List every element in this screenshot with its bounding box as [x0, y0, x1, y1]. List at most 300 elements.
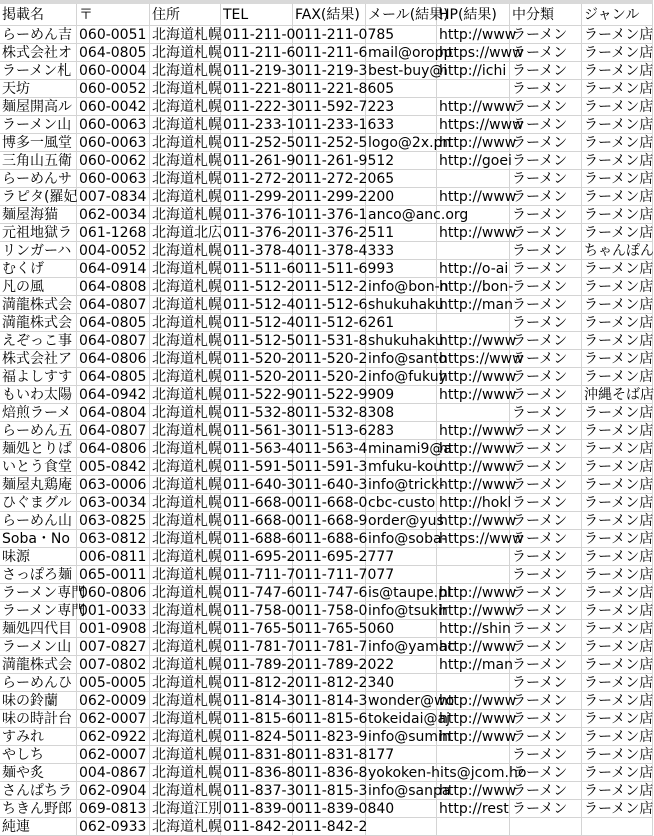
cell-name[interactable]: らーめんひ: [0, 674, 77, 692]
cell-tel[interactable]: 011-511-6: [223, 261, 296, 277]
cell-fax[interactable]: 011-563-4: [295, 441, 368, 457]
cell-tel[interactable]: 011-376-2: [223, 225, 296, 241]
cell-genre[interactable]: ラーメン店: [584, 207, 654, 223]
cell-fax[interactable]: 011-591-3: [295, 459, 368, 475]
cell-postal[interactable]: 064-0807: [77, 332, 150, 350]
cell-fax[interactable]: 011-512-6261: [295, 315, 395, 331]
cell-hp[interactable]: [437, 566, 510, 584]
cell-postal[interactable]: 062-0009: [77, 692, 150, 710]
cell-category[interactable]: ラーメン: [510, 260, 582, 278]
cell-email[interactable]: is@taupe.pl: [368, 585, 451, 601]
cell-address[interactable]: 北海道札幌: [152, 513, 222, 529]
cell-email[interactable]: [366, 26, 437, 44]
cell-email[interactable]: [366, 386, 437, 404]
cell-genre[interactable]: ラーメン店: [584, 81, 654, 97]
cell-address[interactable]: 北海道札幌: [152, 351, 222, 367]
cell-name[interactable]: ラーメン山: [0, 116, 77, 134]
cell-category[interactable]: ラーメン: [510, 116, 582, 134]
cell-fax[interactable]: 011-814-3: [295, 693, 368, 709]
cell-hp[interactable]: http://rest: [439, 801, 509, 817]
cell-address[interactable]: 北海道札幌: [152, 81, 222, 97]
cell-email[interactable]: [366, 170, 437, 188]
cell-tel[interactable]: 011-211-6: [223, 45, 296, 61]
cell-category[interactable]: ラーメン: [510, 440, 582, 458]
cell-hp[interactable]: http://www: [439, 603, 517, 619]
cell-address[interactable]: 北海道札幌: [152, 729, 222, 745]
cell-postal[interactable]: 061-1268: [77, 224, 150, 242]
cell-postal[interactable]: 063-0812: [77, 530, 150, 548]
cell-email[interactable]: info@bon-n: [368, 279, 449, 295]
cell-category[interactable]: ラーメン: [510, 368, 582, 386]
cell-fax[interactable]: 011-765-5060: [295, 621, 395, 637]
cell-email[interactable]: info@santo: [368, 351, 448, 367]
cell-fax[interactable]: 011-299-2200: [295, 189, 395, 205]
cell-genre[interactable]: ラーメン店: [584, 477, 654, 493]
cell-fax[interactable]: 011-376-2511: [295, 225, 395, 241]
cell-tel[interactable]: 011-824-5: [223, 729, 296, 745]
cell-postal[interactable]: 064-0805: [77, 368, 150, 386]
cell-genre[interactable]: ラーメン店: [584, 297, 654, 313]
cell-tel[interactable]: 011-842-2: [223, 819, 296, 835]
cell-category[interactable]: ラーメン: [510, 530, 582, 548]
cell-category[interactable]: ラーメン: [510, 296, 582, 314]
header-cell-postal[interactable]: 〒: [77, 4, 150, 26]
cell-genre[interactable]: ラーメン店: [584, 711, 654, 727]
cell-tel[interactable]: 011-688-6: [223, 531, 296, 547]
cell-fax[interactable]: 011-815-6: [295, 711, 368, 727]
cell-genre[interactable]: ラーメン店: [584, 45, 654, 61]
cell-genre[interactable]: ラーメン店: [584, 621, 654, 637]
cell-name[interactable]: Soba・No: [0, 530, 77, 548]
cell-address[interactable]: 北海道札幌: [152, 333, 222, 349]
cell-address[interactable]: 北海道札幌: [152, 369, 222, 385]
cell-address[interactable]: 北海道札幌: [152, 657, 222, 673]
cell-postal[interactable]: 004-0867: [77, 764, 150, 782]
cell-genre[interactable]: [582, 818, 653, 836]
cell-postal[interactable]: 062-0933: [77, 818, 150, 836]
cell-category[interactable]: ラーメン: [510, 602, 582, 620]
cell-address[interactable]: 北海道札幌: [152, 63, 222, 79]
cell-genre[interactable]: ラーメン店: [584, 135, 654, 151]
cell-address[interactable]: 北海道札幌: [152, 567, 222, 583]
cell-fax[interactable]: 011-842-2: [295, 819, 368, 835]
cell-category[interactable]: ラーメン: [510, 476, 582, 494]
cell-address[interactable]: 北海道札幌: [152, 549, 222, 565]
cell-genre[interactable]: ラーメン店: [584, 693, 654, 709]
cell-email[interactable]: yokoken-hits@jcom.ho: [368, 765, 527, 781]
cell-hp[interactable]: http://www: [439, 387, 517, 403]
cell-hp[interactable]: http://www: [439, 135, 517, 151]
cell-address[interactable]: 北海道札幌: [152, 675, 222, 691]
cell-tel[interactable]: 011-591-5: [223, 459, 296, 475]
cell-category[interactable]: ラーメン: [510, 494, 582, 512]
cell-postal[interactable]: 005-0005: [77, 674, 150, 692]
cell-hp[interactable]: http://www: [439, 477, 517, 493]
cell-tel[interactable]: 011-789-2: [223, 657, 296, 673]
cell-address[interactable]: 北海道江別: [152, 801, 222, 817]
cell-fax[interactable]: 011-272-2065: [295, 171, 395, 187]
cell-address[interactable]: 北海道北広: [152, 225, 222, 241]
cell-address[interactable]: 北海道札幌: [152, 531, 222, 547]
cell-address[interactable]: 北海道札幌: [152, 387, 222, 403]
cell-name[interactable]: 満龍株式会: [0, 314, 77, 332]
cell-fax[interactable]: 011-711-7077: [295, 567, 395, 583]
cell-hp[interactable]: [437, 746, 510, 764]
cell-address[interactable]: 北海道札幌: [152, 585, 222, 601]
cell-address[interactable]: 北海道札幌: [152, 711, 222, 727]
cell-tel[interactable]: 011-561-3: [223, 423, 296, 439]
cell-name[interactable]: 純連: [0, 818, 77, 836]
cell-category[interactable]: ラーメン: [510, 422, 582, 440]
cell-category[interactable]: ラーメン: [510, 692, 582, 710]
cell-postal[interactable]: 004-0052: [77, 242, 150, 260]
cell-tel[interactable]: 011-532-8: [223, 405, 296, 421]
cell-category[interactable]: ラーメン: [510, 188, 582, 206]
cell-hp[interactable]: [437, 404, 510, 422]
cell-email[interactable]: [366, 224, 437, 242]
cell-postal[interactable]: 062-0034: [77, 206, 150, 224]
cell-email[interactable]: [366, 800, 437, 818]
cell-email[interactable]: tokeidai@aj: [368, 711, 450, 727]
cell-tel[interactable]: 011-837-3: [223, 783, 296, 799]
cell-postal[interactable]: 064-0806: [77, 440, 150, 458]
cell-address[interactable]: 北海道札幌: [152, 405, 222, 421]
cell-email[interactable]: minami9@a: [368, 441, 452, 457]
cell-hp[interactable]: http://bon-: [439, 279, 514, 295]
cell-genre[interactable]: ラーメン店: [584, 567, 654, 583]
cell-category[interactable]: ラーメン: [510, 800, 582, 818]
cell-tel[interactable]: 011-222-3: [223, 99, 296, 115]
cell-hp[interactable]: [437, 170, 510, 188]
cell-postal[interactable]: 062-0922: [77, 728, 150, 746]
cell-fax[interactable]: 011-511-6993: [295, 261, 395, 277]
cell-address[interactable]: 北海道札幌: [152, 441, 222, 457]
cell-name[interactable]: すみれ: [0, 728, 77, 746]
cell-address[interactable]: 北海道札幌: [152, 639, 222, 655]
cell-postal[interactable]: 007-0802: [77, 656, 150, 674]
header-cell-tel[interactable]: TEL: [221, 4, 293, 26]
cell-genre[interactable]: ラーメン店: [584, 585, 654, 601]
cell-postal[interactable]: 006-0811: [77, 548, 150, 566]
cell-email[interactable]: [366, 566, 437, 584]
cell-name[interactable]: 味源: [0, 548, 77, 566]
cell-tel[interactable]: 011-695-2: [223, 549, 296, 565]
cell-tel[interactable]: 011-233-1: [223, 117, 296, 133]
cell-postal[interactable]: 062-0007: [77, 746, 150, 764]
cell-email[interactable]: logo@2x.pn: [368, 135, 452, 151]
cell-genre[interactable]: 沖縄そば店: [584, 387, 654, 403]
cell-postal[interactable]: 062-0904: [77, 782, 150, 800]
cell-category[interactable]: ラーメン: [510, 674, 582, 692]
cell-genre[interactable]: ラーメン店: [584, 405, 654, 421]
cell-genre[interactable]: ラーメン店: [584, 315, 654, 331]
cell-email[interactable]: shukuhaku: [368, 297, 444, 313]
cell-fax[interactable]: 011-836-8: [295, 765, 368, 781]
cell-genre[interactable]: ラーメン店: [584, 783, 654, 799]
cell-email[interactable]: cbc-custo: [368, 495, 436, 511]
cell-category[interactable]: ラーメン: [510, 134, 582, 152]
header-cell-email[interactable]: メール(結果): [366, 4, 437, 26]
cell-name[interactable]: らーめん吉: [0, 26, 77, 44]
cell-tel[interactable]: 011-520-2: [223, 369, 296, 385]
cell-email[interactable]: [366, 188, 437, 206]
cell-name[interactable]: 味の時計台: [0, 710, 77, 728]
cell-fax[interactable]: 011-781-7: [295, 639, 368, 655]
cell-name[interactable]: ラピタ(羅妃: [2, 189, 78, 205]
cell-address[interactable]: 北海道札幌: [152, 819, 222, 835]
cell-name[interactable]: らーめんサ: [0, 170, 77, 188]
cell-category[interactable]: ラーメン: [510, 206, 582, 224]
cell-category[interactable]: ラーメン: [510, 152, 582, 170]
cell-hp[interactable]: http://www: [439, 423, 517, 439]
cell-name[interactable]: ラーメン専門: [2, 603, 86, 619]
cell-email[interactable]: [366, 116, 437, 134]
cell-name[interactable]: 麺処とりぱ: [0, 440, 77, 458]
cell-postal[interactable]: 001-0033: [77, 602, 150, 620]
cell-category[interactable]: ラーメン: [510, 638, 582, 656]
cell-category[interactable]: ラーメン: [510, 170, 582, 188]
cell-address[interactable]: 北海道札幌: [152, 243, 222, 259]
cell-name[interactable]: 三角山五衛: [0, 152, 77, 170]
cell-genre[interactable]: ラーメン店: [584, 459, 654, 475]
cell-email[interactable]: info@soba-: [368, 531, 447, 547]
cell-tel[interactable]: 011-512-4: [223, 297, 296, 313]
cell-fax[interactable]: 011-815-3: [295, 783, 368, 799]
cell-category[interactable]: ラーメン: [510, 656, 582, 674]
cell-tel[interactable]: 011-758-0: [223, 603, 296, 619]
cell-address[interactable]: 北海道札幌: [152, 423, 222, 439]
cell-address[interactable]: 北海道札幌: [152, 495, 222, 511]
cell-genre[interactable]: ラーメン店: [584, 333, 654, 349]
cell-fax[interactable]: 011-747-6: [295, 585, 368, 601]
cell-category[interactable]: ラーメン: [510, 710, 582, 728]
cell-postal[interactable]: 063-0006: [77, 476, 150, 494]
cell-name[interactable]: 満龍株式会: [0, 656, 77, 674]
cell-genre[interactable]: ラーメン店: [584, 549, 654, 565]
cell-postal[interactable]: 069-0813: [77, 800, 150, 818]
cell-address[interactable]: 北海道札幌: [152, 297, 222, 313]
cell-genre[interactable]: ラーメン店: [584, 657, 654, 673]
cell-name[interactable]: 麺屋開高ル: [0, 98, 77, 116]
cell-fax[interactable]: 011-513-6283: [295, 423, 395, 439]
cell-address[interactable]: 北海道札幌: [152, 27, 222, 43]
cell-hp[interactable]: http://www: [439, 27, 517, 43]
cell-email[interactable]: info@trick-: [368, 477, 445, 493]
cell-fax[interactable]: 011-221-8605: [295, 81, 395, 97]
cell-hp[interactable]: http://hokl: [439, 495, 512, 511]
cell-name[interactable]: 麺処四代目: [0, 620, 77, 638]
cell-name[interactable]: 博多一風堂: [0, 134, 77, 152]
cell-postal[interactable]: 064-0808: [77, 278, 150, 296]
header-cell-category[interactable]: 中分類: [510, 4, 582, 26]
cell-email[interactable]: info@tsukir: [368, 603, 448, 619]
cell-fax[interactable]: 011-758-0: [295, 603, 368, 619]
cell-email[interactable]: wonder@wo: [368, 693, 455, 709]
cell-tel[interactable]: 011-378-4: [223, 243, 296, 259]
cell-category[interactable]: ラーメン: [510, 728, 582, 746]
cell-tel[interactable]: 011-812-2: [223, 675, 296, 691]
cell-name[interactable]: リンガーハ: [0, 242, 77, 260]
cell-address[interactable]: 北海道札幌: [152, 171, 222, 187]
cell-genre[interactable]: ラーメン店: [584, 117, 654, 133]
cell-email[interactable]: info@fukuy: [368, 369, 447, 385]
cell-hp[interactable]: http://www: [439, 639, 517, 655]
cell-fax[interactable]: 011-668-9: [295, 513, 368, 529]
cell-hp[interactable]: http://www: [439, 99, 517, 115]
cell-fax[interactable]: 011-211-6: [295, 45, 368, 61]
cell-email[interactable]: [366, 746, 437, 764]
cell-hp[interactable]: [437, 80, 510, 98]
cell-hp[interactable]: https://www: [439, 45, 524, 61]
cell-postal[interactable]: 062-0007: [77, 710, 150, 728]
cell-category[interactable]: ラーメン: [510, 62, 582, 80]
cell-tel[interactable]: 011-815-6: [223, 711, 296, 727]
cell-email[interactable]: info@sumin: [368, 729, 451, 745]
cell-category[interactable]: ラーメン: [510, 584, 582, 602]
cell-tel[interactable]: 011-512-2: [223, 279, 296, 295]
cell-name[interactable]: さっぽろ麺: [0, 566, 77, 584]
cell-email[interactable]: shukuhaku: [368, 333, 444, 349]
cell-postal[interactable]: 060-0063: [77, 170, 150, 188]
cell-tel[interactable]: 011-668-0: [223, 513, 296, 529]
cell-tel[interactable]: 011-765-5: [223, 621, 296, 637]
cell-email[interactable]: [366, 98, 437, 116]
cell-tel[interactable]: 011-272-2: [223, 171, 296, 187]
cell-address[interactable]: 北海道札幌: [152, 45, 222, 61]
cell-fax[interactable]: 011-831-8177: [295, 747, 395, 763]
header-cell-hp[interactable]: HP(結果): [437, 4, 510, 26]
cell-genre[interactable]: ラーメン店: [584, 441, 654, 457]
cell-fax[interactable]: 011-261-9512: [295, 153, 395, 169]
cell-category[interactable]: ラーメン: [510, 44, 582, 62]
cell-address[interactable]: 北海道札幌: [152, 99, 222, 115]
cell-postal[interactable]: 060-0004: [77, 62, 150, 80]
cell-postal[interactable]: 064-0942: [77, 386, 150, 404]
cell-name[interactable]: ラーメン専門: [2, 585, 86, 601]
cell-tel[interactable]: 011-299-2: [223, 189, 296, 205]
cell-postal[interactable]: 060-0051: [77, 26, 150, 44]
cell-address[interactable]: 北海道札幌: [152, 315, 222, 331]
cell-category[interactable]: ラーメン: [510, 404, 582, 422]
cell-name[interactable]: 凡の風: [0, 278, 77, 296]
cell-hp[interactable]: [437, 242, 510, 260]
cell-tel[interactable]: 011-512-4: [223, 315, 296, 331]
cell-category[interactable]: ラーメン: [510, 80, 582, 98]
cell-tel[interactable]: 011-512-5: [223, 333, 296, 349]
cell-address[interactable]: 北海道札幌: [152, 153, 222, 169]
cell-name[interactable]: えぞっこ事: [0, 332, 77, 350]
cell-category[interactable]: ラーメン: [510, 512, 582, 530]
cell-email[interactable]: [366, 548, 437, 566]
cell-email[interactable]: [366, 242, 437, 260]
cell-name[interactable]: 麺屋丸鶏庵: [0, 476, 77, 494]
cell-category[interactable]: ラーメン: [510, 332, 582, 350]
cell-name[interactable]: いとう食堂: [0, 458, 77, 476]
cell-tel[interactable]: 011-711-7: [223, 567, 296, 583]
cell-tel[interactable]: 011-261-9: [223, 153, 296, 169]
cell-name[interactable]: らーめん山: [0, 512, 77, 530]
cell-fax[interactable]: 011-592-7223: [295, 99, 395, 115]
cell-address[interactable]: 北海道札幌: [152, 261, 222, 277]
cell-hp[interactable]: [437, 314, 510, 332]
cell-genre[interactable]: ラーメン店: [584, 423, 654, 439]
cell-tel[interactable]: 011-747-6: [223, 585, 296, 601]
cell-hp[interactable]: http://www: [439, 369, 517, 385]
cell-tel[interactable]: 011-814-3: [223, 693, 296, 709]
cell-genre[interactable]: ラーメン店: [584, 765, 654, 781]
header-cell-genre[interactable]: ジャンル: [582, 4, 653, 26]
cell-fax[interactable]: 011-252-5: [295, 135, 368, 151]
cell-tel[interactable]: 011-221-8: [223, 81, 296, 97]
cell-tel[interactable]: 011-520-2: [223, 351, 296, 367]
cell-name[interactable]: 満龍株式会: [0, 296, 77, 314]
cell-genre[interactable]: ラーメン店: [584, 153, 654, 169]
cell-category[interactable]: ラーメン: [510, 746, 582, 764]
cell-address[interactable]: 北海道札幌: [152, 117, 222, 133]
cell-genre[interactable]: ラーメン店: [584, 531, 654, 547]
cell-tel[interactable]: 011-219-3: [223, 63, 296, 79]
cell-email[interactable]: info@sanpa: [368, 783, 451, 799]
cell-tel[interactable]: 011-839-0: [223, 801, 296, 817]
cell-hp[interactable]: [437, 206, 510, 224]
cell-category[interactable]: ラーメン: [510, 350, 582, 368]
cell-category[interactable]: ラーメン: [510, 764, 582, 782]
cell-genre[interactable]: ラーメン店: [584, 639, 654, 655]
cell-email[interactable]: [366, 80, 437, 98]
cell-email[interactable]: [366, 818, 437, 836]
cell-name[interactable]: さんぱちラ: [0, 782, 77, 800]
cell-address[interactable]: 北海道札幌: [152, 279, 222, 295]
cell-email[interactable]: best-buy@i: [368, 63, 448, 79]
cell-fax[interactable]: 011-532-8308: [295, 405, 395, 421]
cell-postal[interactable]: 060-0806: [77, 584, 150, 602]
cell-genre[interactable]: ラーメン店: [584, 189, 654, 205]
cell-category[interactable]: ラーメン: [510, 98, 582, 116]
cell-hp[interactable]: http://www: [439, 585, 517, 601]
cell-email[interactable]: [366, 152, 437, 170]
cell-hp[interactable]: http://man: [439, 657, 513, 673]
cell-genre[interactable]: ラーメン店: [584, 27, 654, 43]
cell-fax[interactable]: 011-668-0: [295, 495, 368, 511]
cell-postal[interactable]: 060-0042: [77, 98, 150, 116]
cell-tel[interactable]: 011-252-5: [223, 135, 296, 151]
cell-address[interactable]: 北海道札幌: [152, 603, 222, 619]
cell-genre[interactable]: ラーメン店: [584, 513, 654, 529]
cell-postal[interactable]: 005-0842: [77, 458, 150, 476]
spreadsheet-grid[interactable]: [0, 4, 653, 836]
cell-fax[interactable]: 011-512-2: [295, 279, 368, 295]
cell-category[interactable]: ラーメン: [510, 782, 582, 800]
cell-postal[interactable]: 007-0834: [77, 188, 150, 206]
cell-fax[interactable]: 011-376-1: [295, 207, 368, 223]
cell-genre[interactable]: ちゃんぽん: [584, 243, 654, 259]
cell-address[interactable]: 北海道札幌: [152, 189, 222, 205]
cell-category[interactable]: ラーメン: [510, 548, 582, 566]
cell-genre[interactable]: ラーメン店: [584, 603, 654, 619]
header-cell-address[interactable]: 住所: [150, 4, 221, 26]
cell-fax[interactable]: 011-688-6: [295, 531, 368, 547]
cell-name[interactable]: やしち: [0, 746, 77, 764]
cell-fax[interactable]: 011-512-6: [295, 297, 368, 313]
cell-name[interactable]: 福よしすす: [0, 368, 77, 386]
cell-email[interactable]: [366, 404, 437, 422]
cell-postal[interactable]: 064-0807: [77, 422, 150, 440]
cell-postal[interactable]: 001-0908: [77, 620, 150, 638]
cell-genre[interactable]: ラーメン店: [584, 495, 654, 511]
cell-tel[interactable]: 011-831-8: [223, 747, 296, 763]
cell-genre[interactable]: ラーメン店: [584, 99, 654, 115]
cell-genre[interactable]: ラーメン店: [584, 279, 654, 295]
